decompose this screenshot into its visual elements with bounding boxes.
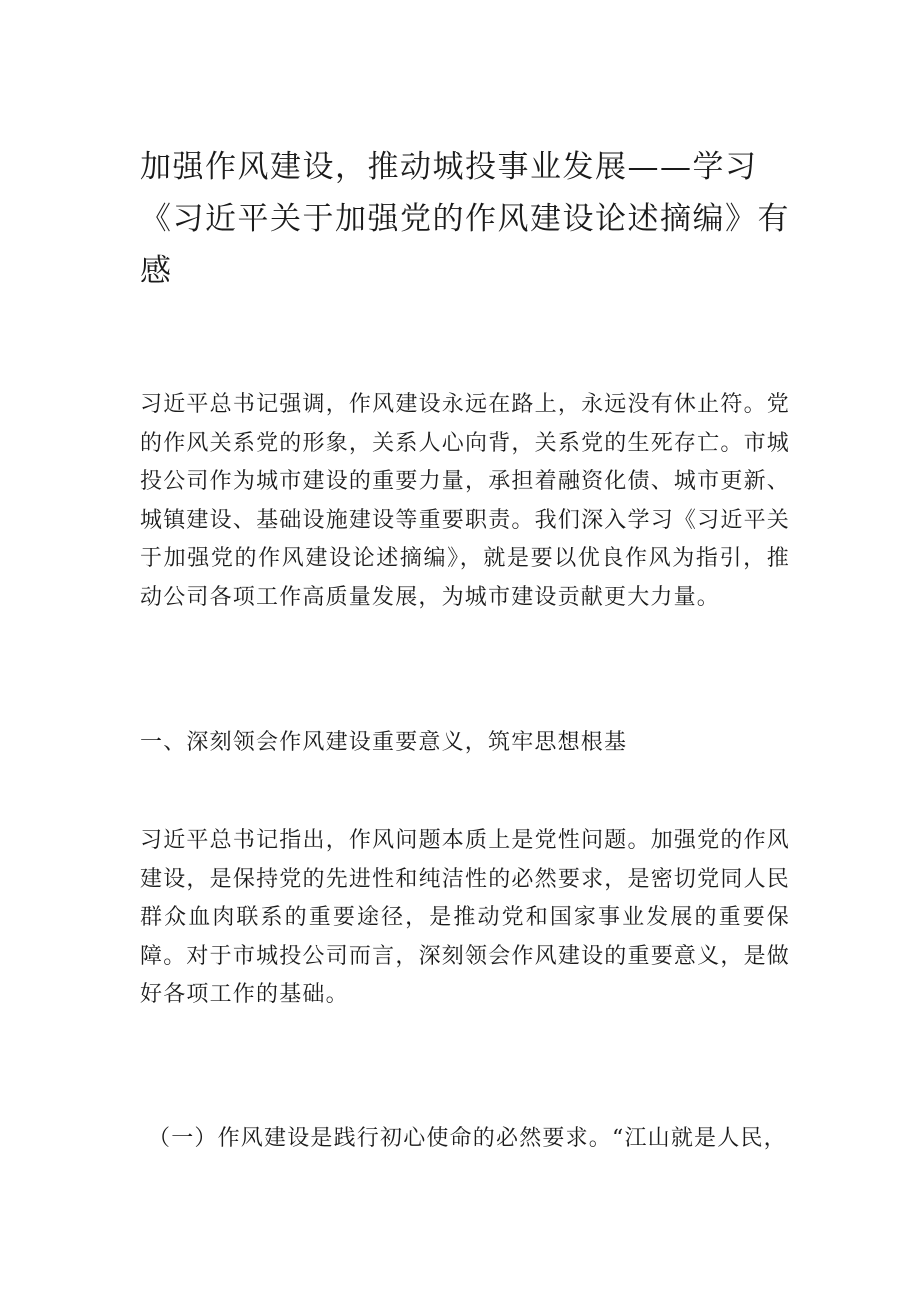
subsection-paragraph: （一）作风建设是践行初心使命的必然要求。“江山就是人民， [148,1126,787,1151]
intro-paragraph: 习近平总书记强调，作风建设永远在路上，永远没有休止符。党的作风关系党的形象，关系人心向背，关系党的生死存亡。市城投公司作为城市建设的重要力量，承担着融资化债、城市更新、城镇建设、基础设施建设等重要职责。我们深入学习《习近平关于加强党的作风建设论述摘编》，就是要以优良作风为指引，推动公司各项工作高质量发展，为城市建设贡献更大力量。 [140,392,790,610]
document-title: 加强作风建设，推动城投事业发展——学习《习近平关于加强党的作风建设论述摘编》有感 [140,149,790,289]
section-heading: 一、深刻领会作风建设重要意义，筑牢思想根基 [140,730,628,755]
section-paragraph: 习近平总书记指出，作风问题本质上是党性问题。加强党的作风建设，是保持党的先进性和纯洁性的必然要求，是密切党同人民群众血肉联系的重要途径，是推动党和国家事业发展的重要保障。对于市城投公司而言，深刻领会作风建设的重要意义，是做好各项工作的基础。 [140,828,790,1007]
